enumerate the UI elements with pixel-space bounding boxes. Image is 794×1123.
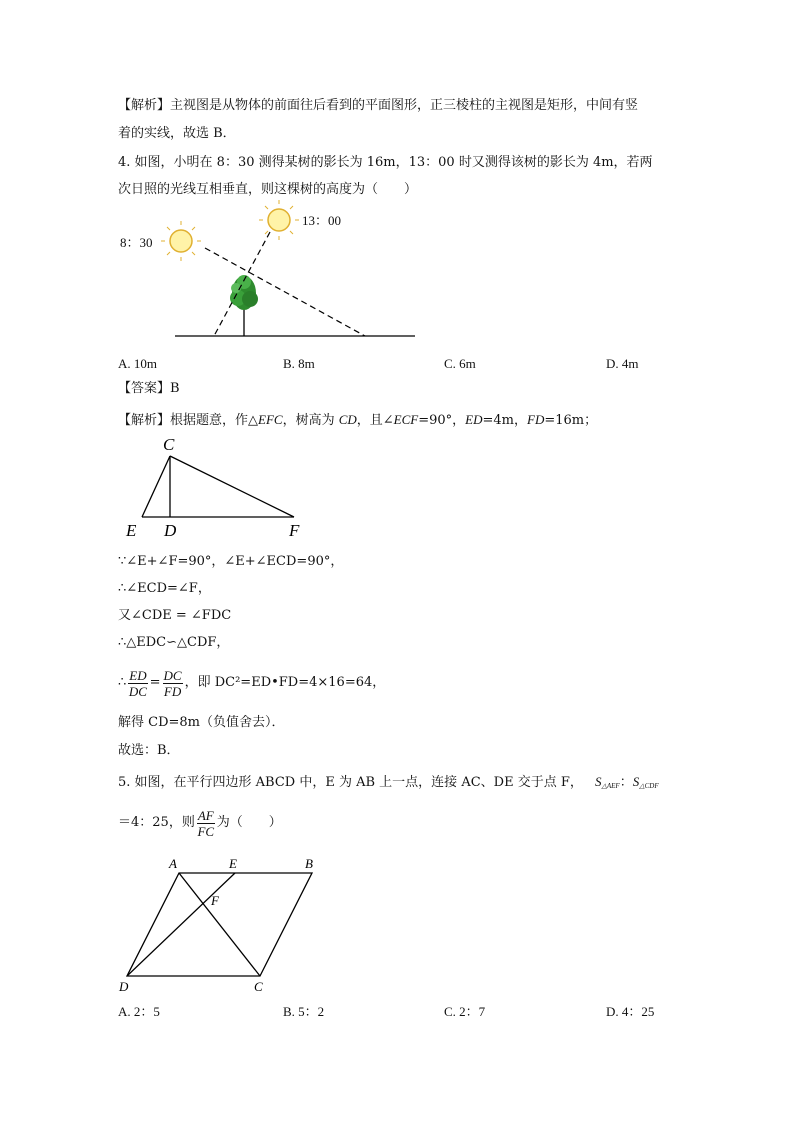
q5-stem-line2 [118,803,282,843]
angle-ecf: ECF [393,412,419,427]
q4-step5-tail: ，即 DC²=ED•FD=4×16=64， [184,675,386,690]
ray-0830 [205,248,365,336]
q4-step6: 解得 CD=8m（负值舍去）． [118,715,285,730]
label-d5: D [119,979,129,994]
fraction-af-fc: $\frac{AF}{FC}$ [197,807,215,839]
area-aef: $S_{\triangle AEF}$ [595,774,620,790]
q4-step5: ∴ $\frac{ED}{DC}$ = $\frac{DC}{FD}$ ，即 DC²=ED•FD=4×16=64， [118,667,386,699]
triangle-name: EFC [258,412,283,427]
segment-cd: CD [338,412,357,427]
label-b: B [305,856,313,871]
segment-ed: ED [465,412,483,427]
label-e: E [126,521,137,540]
q4-step1: ∵∠E+∠F=90°，∠E+∠ECD=90°， [118,554,344,569]
q3-analysis-line2: 着的实线，故选 B． [118,126,236,141]
label-f: F [289,521,300,540]
q4-sun-tree-figure [110,200,430,345]
q4-analysis-mid3: =90°， [418,413,466,428]
q4-analysis-line [118,410,597,431]
q5-option-c: C. 2：7 [444,1004,486,1019]
q4-analysis-prefix: 【解析】根据题意，作△ [118,413,258,428]
q5-option-d: D. 4：25 [606,1004,655,1019]
q4-stem-line2: 次日照的光线互相垂直，则这棵树的高度为（ ） [118,182,418,197]
therefore-symbol: ∴ [118,675,127,690]
q4-step2: ∴∠ECD=∠F， [118,581,211,596]
ed-value: =4m， [482,413,528,428]
q4-option-d: D. 4m [606,356,639,371]
q4-stem-line1: 4. 如图，小明在 8：30 测得某树的影长为 16m，13：00 时又测得该树的影长为 4m，若两 [118,155,653,170]
fd-value: =16m； [544,413,598,428]
label-d: D [164,521,177,540]
sun-1300-icon [259,200,299,240]
q4-option-c: C. 6m [444,356,476,371]
ratio-colon: ： [619,775,633,790]
label-c5: C [254,979,263,994]
sun-0830-icon [161,221,201,261]
q4-step7: 故选：B． [118,743,180,758]
q3-analysis-line1: 【解析】主视图是从物体的前面往后看到的平面图形，正三棱柱的主视图是矩形，中间有竖 [118,98,639,113]
q4-triangle-diagram [118,432,318,542]
q4-option-a: A. 10m [118,356,157,371]
q5-option-b: B. 5：2 [283,1004,325,1019]
label-f5: F [211,893,219,908]
q5-stem-line1 [118,772,659,796]
q5-stem-prefix: ＝4：25，则 [118,815,195,830]
area-cdf: $S_{\triangle CDF}$ [632,774,659,790]
q4-option-b: B. 8m [283,356,315,371]
fraction-dc-fd: $\frac{DC}{FD}$ [163,667,182,699]
q5-parallelogram-diagram [115,852,335,997]
fraction-ed-dc: $\frac{ED}{DC}$ [128,667,147,699]
time-label-1300: 13：00 [302,213,342,228]
q4-step4: ∴△EDC∽△CDF， [118,635,230,650]
q5-option-a: A. 2：5 [118,1004,160,1019]
q5-stem-suffix: 为（ ） [216,815,282,830]
label-c: C [163,435,175,454]
segment-fd: FD [527,412,545,427]
q5-stem-text: 5. 如图，在平行四边形 ABCD 中，E 为 AB 上一点，连接 AC、DE 交于点 F， [118,775,583,790]
q4-analysis-mid1: ，树高为 [282,413,339,428]
label-e5: E [229,856,237,871]
q4-analysis-mid2: ，且∠ [356,413,394,428]
q4-answer: 【答案】B [118,381,180,396]
q4-step3: 又∠CDE = ∠FDC [118,608,232,623]
time-label-0830: 8：30 [120,235,153,250]
label-a: A [169,856,177,871]
